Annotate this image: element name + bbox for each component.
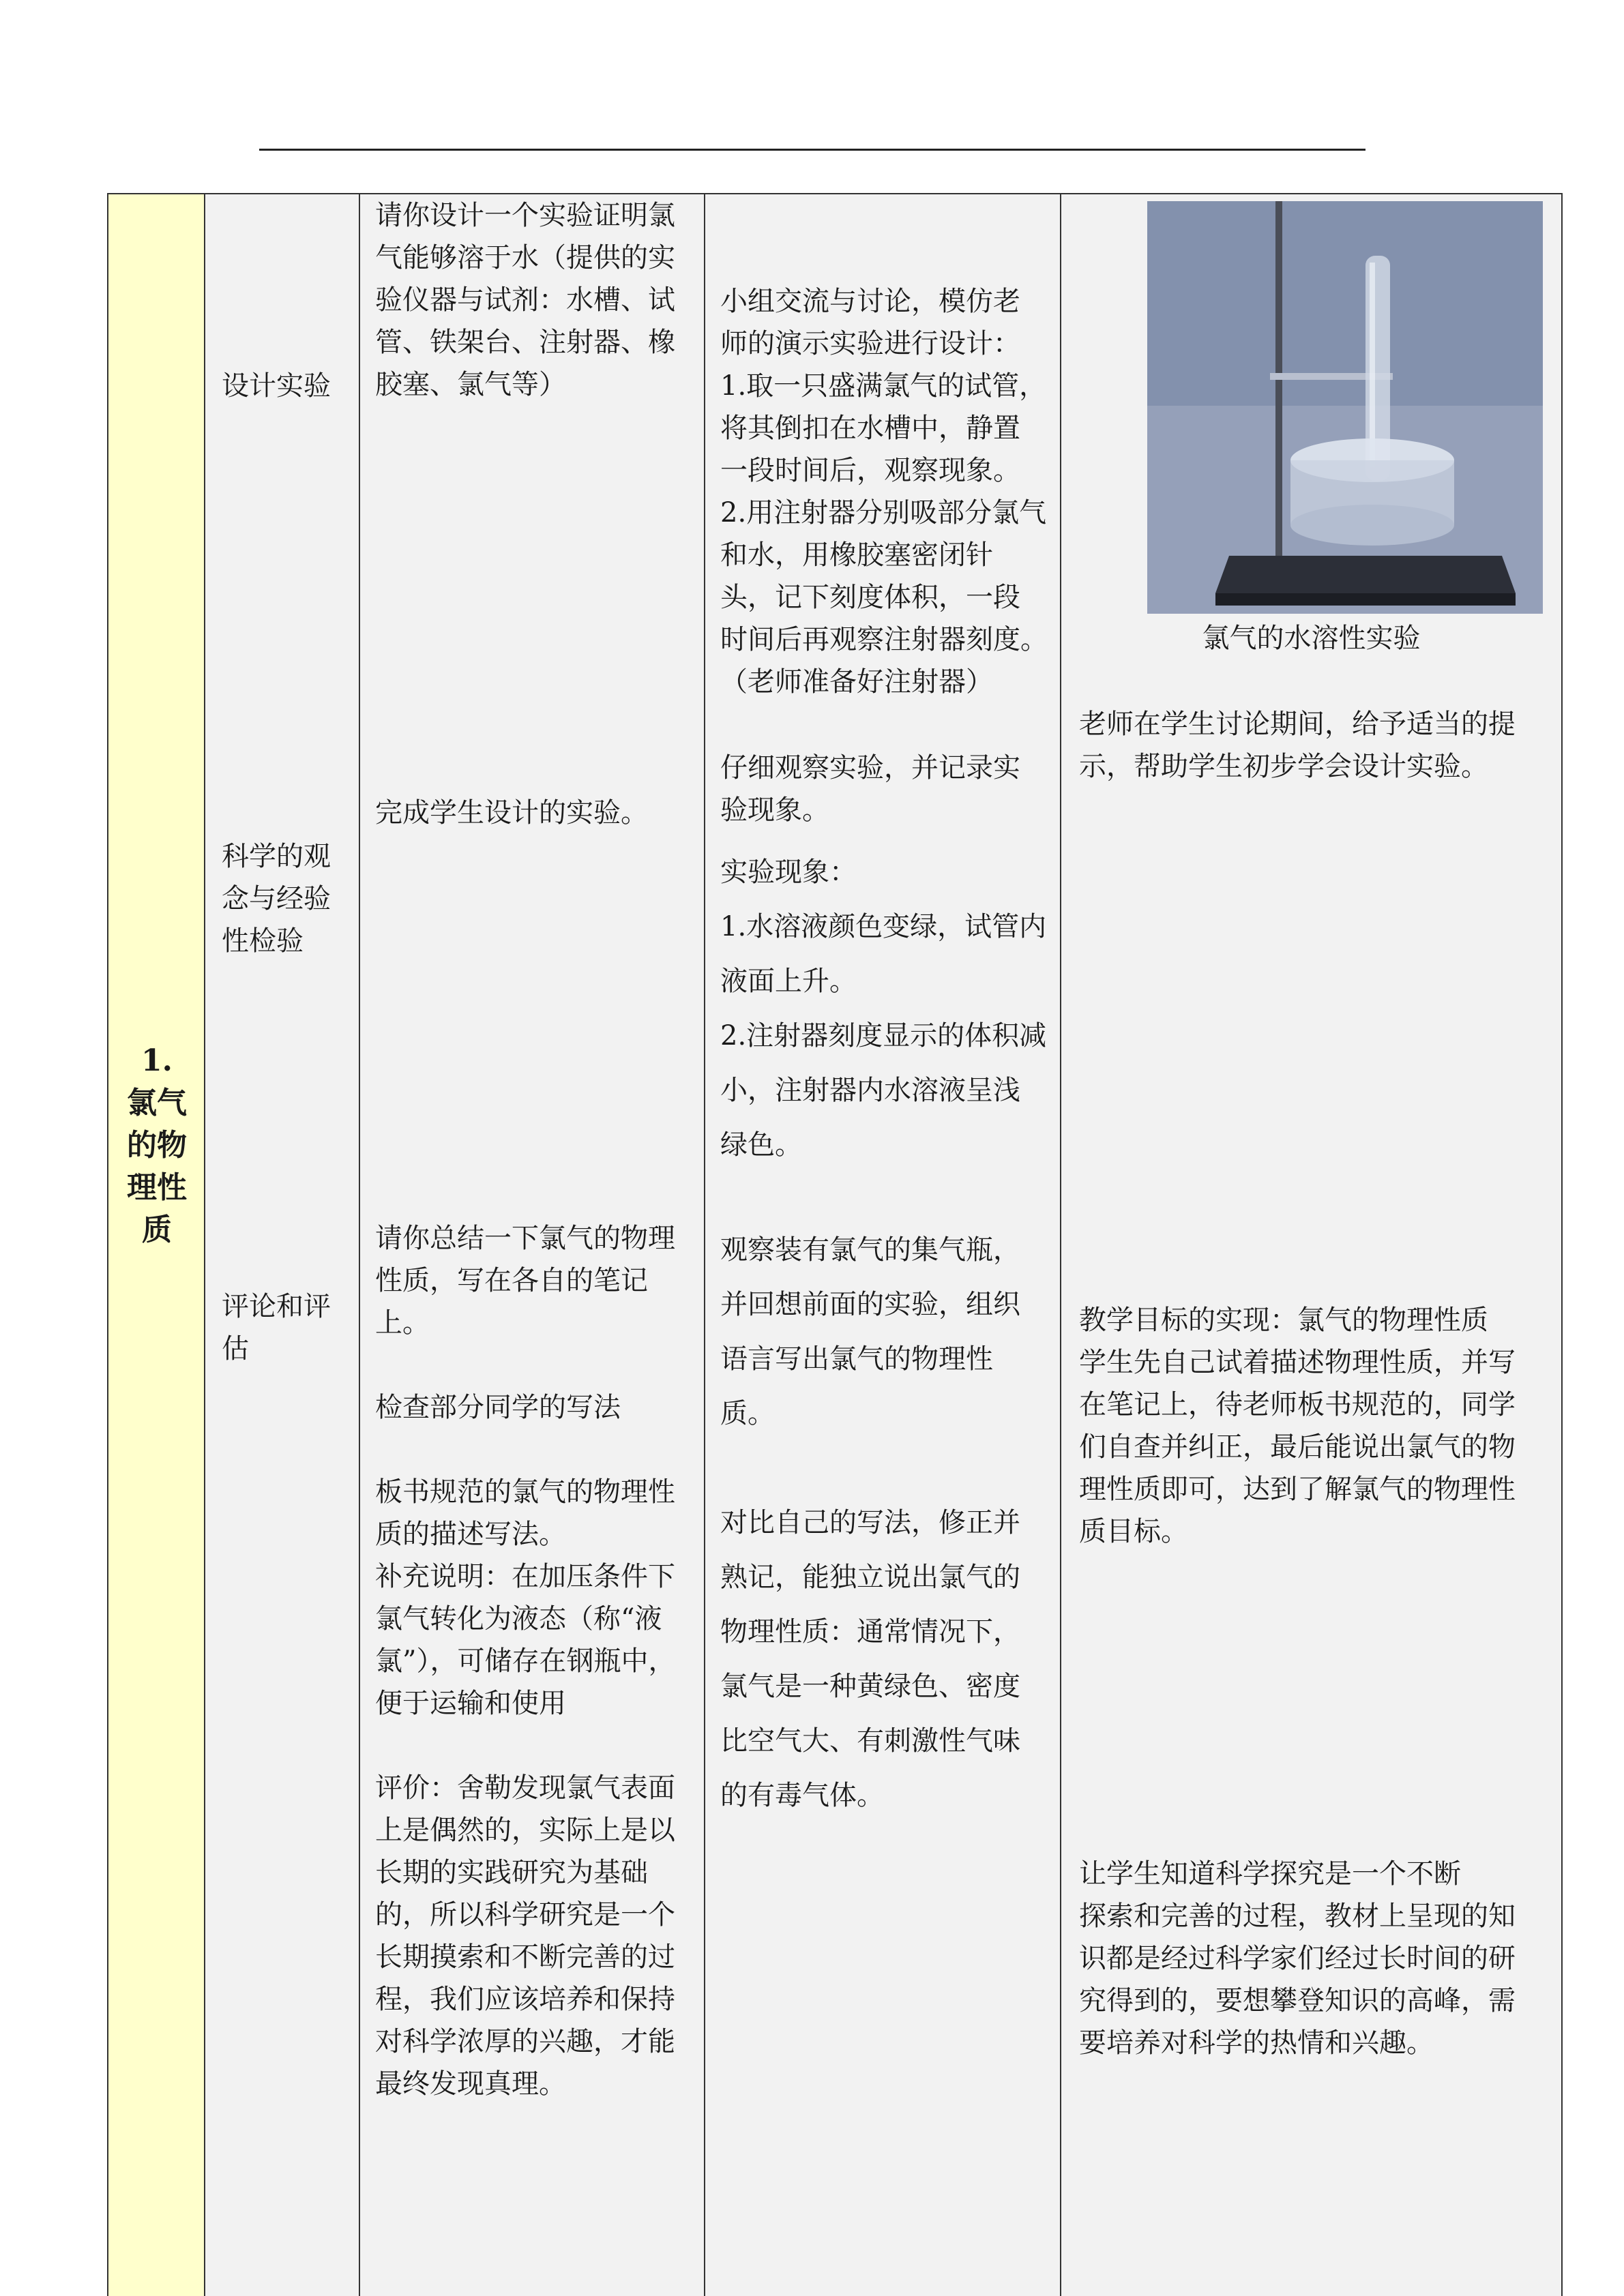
student-revise: 对比自己的写法，修正并 熟记，能独立说出氯气的 物理性质：通常情况下， 氯气是一种黄绿色、密度 比空气大、有刺激性气味 的有毒气体。: [720, 1507, 1020, 1811]
teacher-design-task: 请你设计一个实验证明氯 气能够溶于水（提供的实 验仪器与试剂：水槽、试 管、铁架台、注射器、橡 胶塞、氯气等）: [375, 200, 675, 400]
stage-column: [205, 194, 360, 2296]
stage-design: 设计实验: [222, 370, 331, 402]
teacher-board: 板书规范的氯气的物理性 质的描述写法。 补充说明：在加压条件下 氯气转化为液态（称“液 氯”），可储存在钢瓶中， 便于运输和使用: [375, 1476, 676, 1719]
lesson-table: [107, 193, 1563, 2296]
topic-label: 1. 氯气 的物 理性 质: [127, 1043, 187, 1247]
teacher-check: 检查部分同学的写法: [375, 1392, 621, 1423]
intent-design: 老师在学生讨论期间，给予适当的提 示，帮助学生初步学会设计实验。: [1079, 709, 1516, 782]
intent-inquiry: 让学生知道科学探究是一个不断 探索和完善的过程，教材上呈现的知 识都是经过科学家们经过长时间的研 究得到的，要想攀登知识的高峰，需 要培养对科学的热情和兴趣。: [1079, 1858, 1516, 2059]
stage-evaluate: 评论和评 估: [222, 1291, 331, 1365]
header-rule: [259, 149, 1365, 151]
student-summarize: 观察装有氯气的集气瓶， 并回想前面的实验，组织 语言写出氯气的物理性 质。: [720, 1234, 1020, 1429]
topic-column: [108, 194, 205, 2296]
student-observe: 仔细观察实验，并记录实 验现象。: [720, 752, 1020, 826]
stage-observe: 科学的观 念与经验 性检验: [222, 841, 331, 957]
teacher-summarize: 请你总结一下氯气的物理 性质，写在各自的笔记 上。: [375, 1223, 675, 1339]
student-column: [705, 194, 1061, 2296]
intent-objective: 教学目标的实现：氯气的物理性质 学生先自己试着描述物理性质，并写 在笔记上，待老师板书规范的，同学 们自查并纠正，最后能说出氯气的物 理性质即可，达到了解氯气的物理性 质目标。: [1079, 1304, 1516, 1547]
student-phenomena: 实验现象： 1.水溶液颜色变绿，试管内 液面上升。 2.注射器刻度显示的体积减 小，注射器内水溶液呈浅 绿色。: [720, 856, 1047, 1161]
teacher-column: [360, 194, 705, 2296]
student-design: 小组交流与讨论，模仿老 师的演示实验进行设计： 1.取一只盛满氯气的试管， 将其倒扣在水槽中，静置 一段时间后，观察现象。 2.用注射器分别吸部分氯气 和水，用橡胶塞密闭针 头，记下刻度体积，一段 时间后再观察注射器刻度。 （老师准备好注射器）: [720, 286, 1048, 698]
solubility-experiment-photo: [1147, 201, 1543, 614]
photo-caption: 氯气的水溶性实验: [1202, 623, 1421, 654]
teacher-do-experiment: 完成学生设计的实验。: [375, 797, 648, 829]
teacher-evaluation: 评价：舍勒发现氯气表面 上是偶然的，实际上是以 长期的实践研究为基础 的，所以科学研究是一个 长期摸索和不断完善的过 程，我们应该培养和保持 对科学浓厚的兴趣，才能 最终发现真理。: [375, 1772, 675, 2100]
